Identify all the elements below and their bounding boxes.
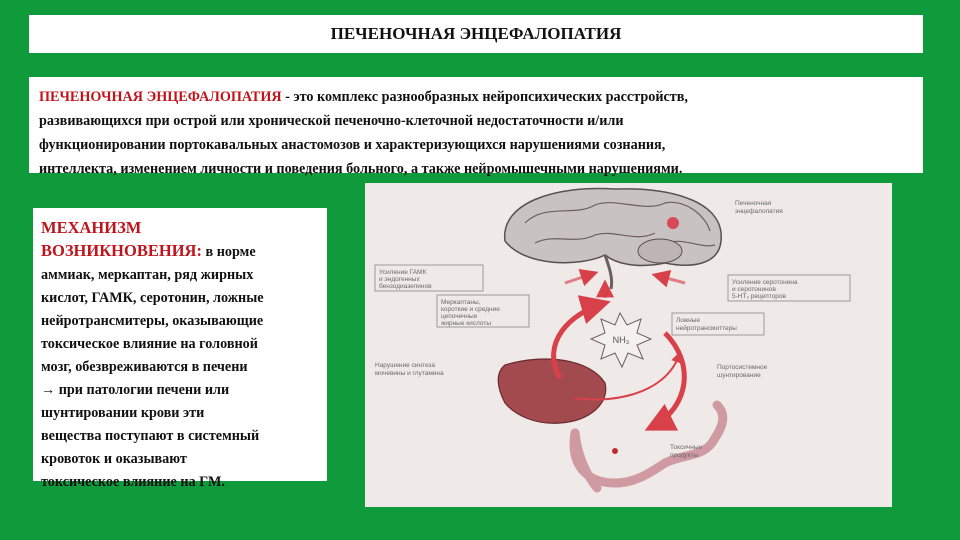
definition-text: - это комплекс разнообразных нейропсихических расстройств, bbox=[281, 89, 688, 105]
svg-text:шунтирование: шунтирование bbox=[717, 372, 761, 379]
svg-text:продукты: продукты bbox=[670, 452, 699, 459]
svg-text:Усиление ГАМК: Усиление ГАМК bbox=[379, 269, 427, 276]
page-title: ПЕЧЕНОЧНАЯ ЭНЦЕФАЛОПАТИЯ bbox=[330, 24, 622, 43]
svg-text:нейротрансмиттеры: нейротрансмиттеры bbox=[676, 325, 737, 332]
liver-icon bbox=[498, 359, 606, 423]
label-mercaptans bbox=[437, 295, 529, 327]
svg-text:и эндогенных: и эндогенных bbox=[379, 276, 420, 283]
mechanism-heading: МЕХАНИЗМ bbox=[41, 218, 142, 237]
svg-text:короткие и средние: короткие и средние bbox=[441, 306, 500, 313]
diagram-svg bbox=[365, 183, 892, 507]
ammonia-burst-icon bbox=[591, 313, 651, 367]
svg-text:Ложные: Ложные bbox=[676, 317, 701, 324]
label-gaba bbox=[375, 265, 483, 291]
mechanism-text: в норме bbox=[201, 244, 256, 260]
svg-text:Нарушение синтеза: Нарушение синтеза bbox=[375, 362, 436, 369]
definition-line bbox=[39, 85, 913, 109]
mechanism-line: → при патологии печени или bbox=[41, 382, 230, 398]
svg-text:мочевины и глутамина: мочевины и глутамина bbox=[375, 370, 444, 377]
label-false-neurotransmitters bbox=[672, 313, 764, 335]
mechanism-line bbox=[41, 239, 319, 264]
mechanism-line: вещества поступают в системный bbox=[41, 428, 260, 444]
definition-box bbox=[29, 77, 923, 177]
mechanism-line: кровоток и оказывают bbox=[41, 451, 187, 467]
title-box bbox=[29, 15, 923, 53]
ammonia-label: NH₃ bbox=[612, 335, 630, 345]
encephalopathy-diagram bbox=[365, 183, 892, 507]
svg-text:цепочечные: цепочечные bbox=[441, 313, 478, 320]
svg-text:5-HT₂ рецепторов: 5-HT₂ рецепторов bbox=[732, 293, 786, 300]
mechanism-line: нейротрансмитеры, оказывающие bbox=[41, 313, 264, 329]
label-portosystemic bbox=[717, 364, 768, 379]
mechanism-heading: ВОЗНИКНОВЕНИЯ: bbox=[41, 241, 202, 260]
mechanism-line: кислот, ГАМК, серотонин, ложные bbox=[41, 290, 264, 306]
arrow-portal bbox=[650, 333, 684, 428]
label-toxic-products bbox=[670, 444, 703, 459]
svg-text:Меркаптаны,: Меркаптаны, bbox=[441, 299, 481, 306]
mechanism-line: токсическое влияние на головной bbox=[41, 336, 258, 352]
definition-line: развивающихся при острой или хронической печеночно-клеточной недостаточности и/или bbox=[39, 113, 624, 129]
label-urea-synthesis bbox=[375, 362, 444, 377]
definition-line: интеллекта, изменением личности и поведения больного, а также нейромышечными нарушениями. bbox=[39, 161, 683, 177]
definition-term: ПЕЧЕНОЧНАЯ ЭНЦЕФАЛОПАТИЯ bbox=[39, 89, 282, 105]
svg-text:энцефалопатия: энцефалопатия bbox=[735, 208, 783, 215]
svg-text:Токсичные: Токсичные bbox=[670, 444, 703, 451]
mechanism-box bbox=[33, 208, 327, 490]
svg-text:Портосистемное: Портосистемное bbox=[717, 364, 768, 371]
definition-line: функционировании портокавальных анастомозов и характеризующихся нарушениями сознания, bbox=[39, 137, 666, 153]
svg-text:Печеночная: Печеночная bbox=[735, 200, 772, 207]
mechanism-line: шунтировании крови эти bbox=[41, 405, 205, 421]
mechanism-line: токсическое влияние на ГМ. bbox=[41, 474, 225, 490]
label-encephalopathy bbox=[735, 200, 783, 215]
svg-text:Усиление серотонина: Усиление серотонина bbox=[732, 279, 798, 286]
mechanism-line: аммиак, меркаптан, ряд жирных bbox=[41, 267, 254, 283]
mechanism-line: мозг, обезвреживаются в печени bbox=[41, 359, 248, 375]
svg-text:и серотонинов: и серотонинов bbox=[732, 286, 776, 293]
brain-icon bbox=[505, 188, 722, 289]
label-serotonin bbox=[728, 275, 850, 301]
svg-text:жирные кислоты: жирные кислоты bbox=[441, 320, 491, 327]
svg-text:бензодиазепинов: бензодиазепинов bbox=[379, 283, 432, 290]
